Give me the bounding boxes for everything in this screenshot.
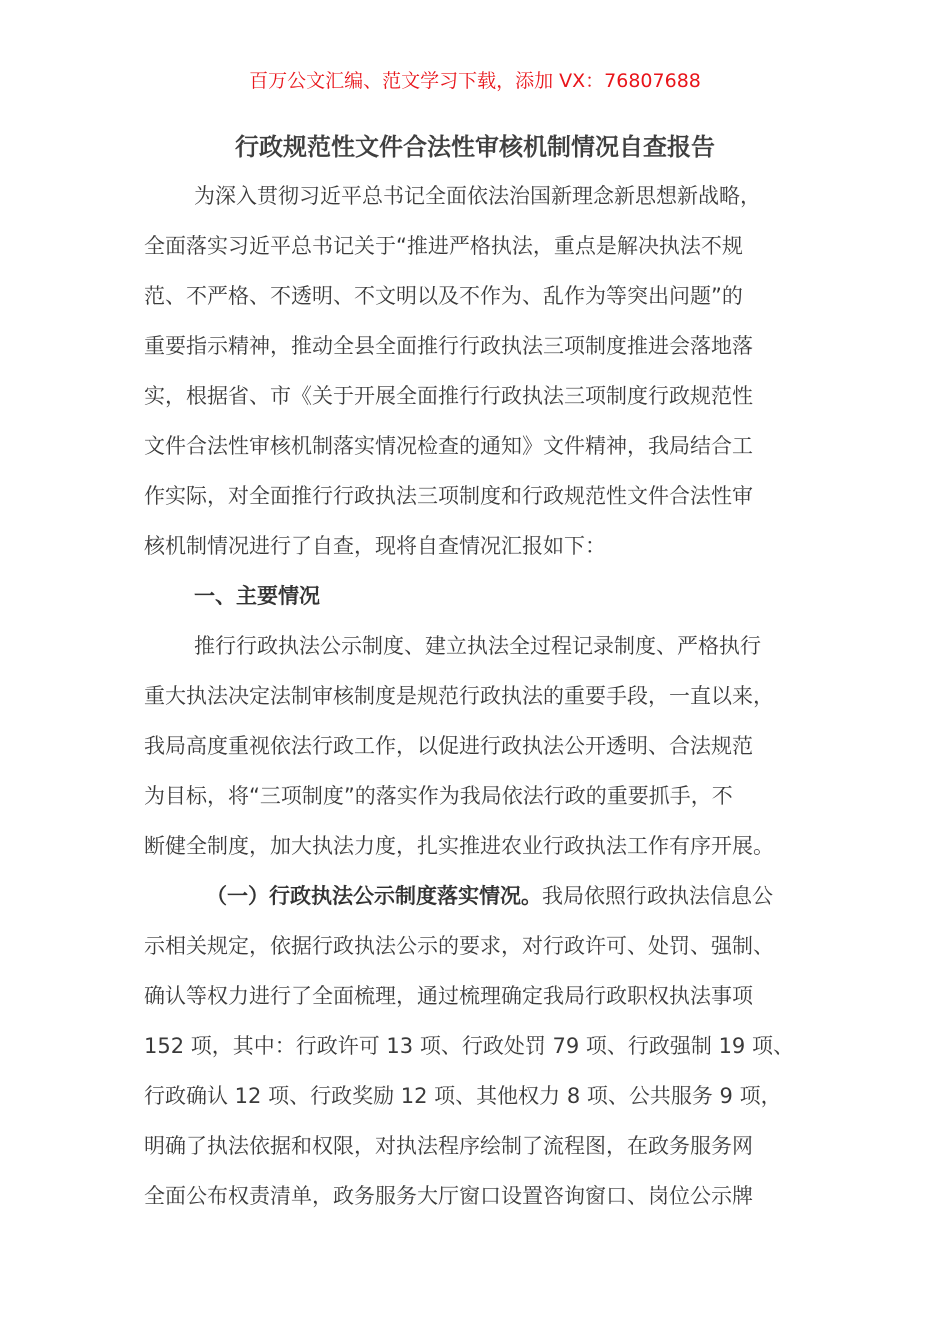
paragraph-line: 作实际，对全面推行行政执法三项制度和行政规范性文件合法性审 xyxy=(144,484,753,508)
paragraph-line: 为目标，将“三项制度”的落实作为我局依法行政的重要抓手，不 xyxy=(144,784,733,808)
paragraph-line: 实，根据省、市《关于开展全面推行行政执法三项制度行政规范性 xyxy=(144,384,753,408)
paragraph-line: 确认等权力进行了全面梳理，通过梳理确定我局行政职权执法事项 xyxy=(144,984,753,1008)
document-title: 行政规范性文件合法性审核机制情况自查报告 xyxy=(235,133,715,161)
section-heading: 一、主要情况 xyxy=(194,584,320,608)
paragraph-line: 全面公布权责清单，政务服务大厅窗口设置咨询窗口、岗位公示牌 xyxy=(144,1184,753,1208)
paragraph-line: 我局高度重视依法行政工作，以促进行政执法公开透明、合法规范 xyxy=(144,734,753,758)
paragraph-line: 为深入贯彻习近平总书记全面依法治国新理念新思想新战略， xyxy=(194,184,761,208)
paragraph-line: 范、不严格、不透明、不文明以及不作为、乱作为等突出问题”的 xyxy=(144,284,743,308)
paragraph-line: 行政确认 12 项、行政奖励 12 项、其他权力 8 项、公共服务 9 项， xyxy=(144,1084,782,1108)
subsection-text: 我局依照行政执法信息公 xyxy=(542,884,773,908)
paragraph-line: 全面落实习近平总书记关于“推进严格执法，重点是解决执法不规 xyxy=(144,234,743,258)
paragraph-line: 重要指示精神，推动全县全面推行行政执法三项制度推进会落地落 xyxy=(144,334,753,358)
paragraph-line: 明确了执法依据和权限，对执法程序绘制了流程图，在政务服务网 xyxy=(144,1134,753,1158)
paragraph-line: 断健全制度，加大执法力度，扎实推进农业行政执法工作有序开展。 xyxy=(144,834,774,858)
paragraph-line: 文件合法性审核机制落实情况检查的通知》文件精神，我局结合工 xyxy=(144,434,753,458)
subsection-line xyxy=(144,871,834,921)
paragraph-line: 核机制情况进行了自查，现将自查情况汇报如下： xyxy=(144,534,606,558)
paragraph-line: 152 项，其中：行政许可 13 项、行政处罚 79 项、行政强制 19 项、 xyxy=(144,1034,794,1058)
watermark-banner: 百万公文汇编、范文学习下载，添加 VX：76807688 xyxy=(249,70,701,92)
paragraph-line: 推行行政执法公示制度、建立执法全过程记录制度、严格执行 xyxy=(194,634,761,658)
paragraph-line: 示相关规定，依据行政执法公示的要求，对行政许可、处罚、强制、 xyxy=(144,934,774,958)
paragraph-line: 重大执法决定法制审核制度是规范行政执法的重要手段，一直以来， xyxy=(144,684,774,708)
subsection-heading: （一）行政执法公示制度落实情况。 xyxy=(206,884,542,908)
document-body xyxy=(144,171,834,1221)
